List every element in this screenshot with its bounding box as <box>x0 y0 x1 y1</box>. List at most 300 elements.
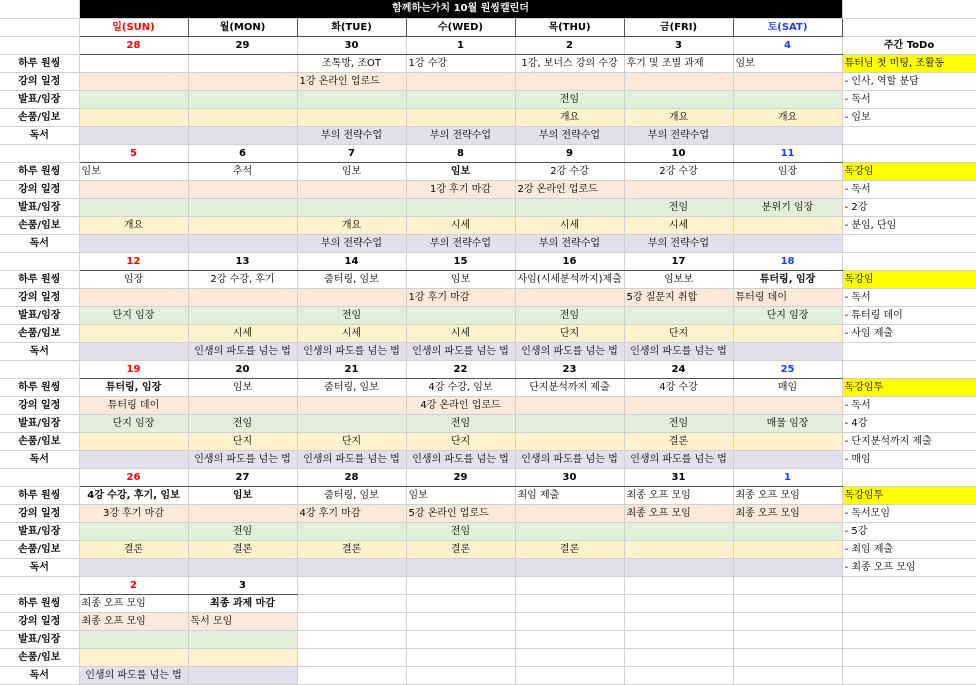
empty-cell <box>515 612 624 630</box>
date-cell: 16 <box>515 252 624 270</box>
weekly-todo-title[interactable]: 독강임투 <box>842 486 976 504</box>
schedule-cell[interactable] <box>188 630 297 648</box>
schedule-cell[interactable] <box>515 72 624 90</box>
schedule-cell[interactable]: 임보 <box>297 162 406 180</box>
weekly-todo-item[interactable]: - 최종 오프 모임 <box>842 558 976 576</box>
schedule-cell[interactable] <box>515 288 624 306</box>
schedule-cell[interactable]: 1강 후기 마감 <box>406 288 515 306</box>
schedule-cell[interactable] <box>515 414 624 432</box>
weekly-todo-header: 주간 ToDo <box>842 36 976 54</box>
weekly-todo-item[interactable]: - 분임, 단임 <box>842 216 976 234</box>
schedule-cell[interactable]: 최종 오프 모임 <box>624 504 733 522</box>
schedule-cell[interactable] <box>733 558 842 576</box>
schedule-cell[interactable] <box>297 180 406 198</box>
schedule-cell[interactable]: 단지 <box>406 432 515 450</box>
schedule-cell[interactable]: 2강 수강 <box>624 162 733 180</box>
schedule-cell[interactable]: 단지 임장 <box>733 306 842 324</box>
schedule-cell[interactable]: 2강 수강, 후기 <box>188 270 297 288</box>
empty-cell <box>406 594 515 612</box>
date-cell: 31 <box>624 468 733 486</box>
lecture-schedule-row <box>0 612 976 630</box>
schedule-cell[interactable]: 인생의 파도를 넘는 법 <box>624 450 733 468</box>
date-cell: 30 <box>297 36 406 54</box>
schedule-cell[interactable] <box>297 522 406 540</box>
schedule-cell[interactable]: 개요 <box>79 216 188 234</box>
research-report-row <box>0 432 976 450</box>
schedule-cell[interactable]: 시세 <box>515 216 624 234</box>
schedule-cell[interactable]: 줌터링, 임보 <box>297 486 406 504</box>
schedule-cell[interactable] <box>733 126 842 144</box>
todo-spacer <box>842 252 976 270</box>
schedule-cell[interactable] <box>733 324 842 342</box>
schedule-cell[interactable] <box>79 54 188 72</box>
schedule-cell[interactable]: 전임 <box>406 414 515 432</box>
schedule-cell[interactable] <box>188 396 297 414</box>
date-cell: 7 <box>297 144 406 162</box>
schedule-cell[interactable] <box>297 108 406 126</box>
corner-cell <box>842 18 976 36</box>
row-label: 손품/임보 <box>0 216 79 234</box>
corner-cell <box>842 0 976 18</box>
schedule-cell[interactable]: 4강 수강, 임보 <box>406 378 515 396</box>
schedule-cell[interactable] <box>79 324 188 342</box>
date-cell: 1 <box>733 468 842 486</box>
schedule-cell[interactable] <box>297 288 406 306</box>
schedule-cell[interactable] <box>515 504 624 522</box>
schedule-cell[interactable]: 시세 <box>188 324 297 342</box>
schedule-cell[interactable] <box>624 396 733 414</box>
schedule-cell[interactable]: 최종 오프 모임 <box>733 486 842 504</box>
schedule-cell[interactable]: 조톡방, 조OT <box>297 54 406 72</box>
schedule-cell[interactable]: 인생의 파도를 넘는 법 <box>406 450 515 468</box>
weekly-todo-item[interactable]: - 2강 <box>842 198 976 216</box>
schedule-cell[interactable] <box>733 342 842 360</box>
row-label: 하루 원씽 <box>0 270 79 288</box>
weekly-todo-title[interactable]: 튜터님 첫 미팅, 조활동 <box>842 54 976 72</box>
schedule-cell[interactable] <box>79 558 188 576</box>
schedule-cell[interactable] <box>624 180 733 198</box>
schedule-cell[interactable]: 인생의 파도를 넘는 법 <box>79 666 188 684</box>
schedule-cell[interactable] <box>624 522 733 540</box>
schedule-cell[interactable] <box>79 90 188 108</box>
schedule-cell[interactable]: 1강, 보너스 강의 수강 <box>515 54 624 72</box>
day-header-thu: 목(THU) <box>515 18 624 36</box>
schedule-cell[interactable] <box>624 540 733 558</box>
day-header-tue: 화(TUE) <box>297 18 406 36</box>
schedule-cell[interactable]: 전임 <box>624 198 733 216</box>
row-label: 강의 일정 <box>0 396 79 414</box>
week-date-row <box>0 360 976 378</box>
schedule-cell[interactable]: 전임 <box>188 522 297 540</box>
weekly-todo-item[interactable] <box>842 126 976 144</box>
schedule-cell[interactable]: 임보 <box>79 162 188 180</box>
schedule-cell[interactable]: 개요 <box>297 216 406 234</box>
date-cell: 1 <box>406 36 515 54</box>
row-label: 강의 일정 <box>0 504 79 522</box>
weekly-todo-item[interactable]: - 최임 제출 <box>842 540 976 558</box>
schedule-cell[interactable]: 분위기 임장 <box>733 198 842 216</box>
schedule-cell[interactable]: 인생의 파도를 넘는 법 <box>188 342 297 360</box>
schedule-cell[interactable]: 결론 <box>624 432 733 450</box>
schedule-cell[interactable] <box>79 234 188 252</box>
schedule-cell[interactable] <box>188 504 297 522</box>
schedule-cell[interactable] <box>515 522 624 540</box>
schedule-cell[interactable]: 개요 <box>733 108 842 126</box>
week-date-row <box>0 468 976 486</box>
day-header-row <box>0 18 976 36</box>
empty-cell <box>733 594 842 612</box>
empty-cell <box>624 666 733 684</box>
schedule-cell[interactable]: 매물 임장 <box>733 414 842 432</box>
schedule-cell[interactable] <box>515 432 624 450</box>
schedule-cell[interactable] <box>624 90 733 108</box>
weekly-todo-item[interactable]: - 튜터링 데이 <box>842 306 976 324</box>
schedule-cell[interactable]: 시세 <box>624 216 733 234</box>
schedule-cell[interactable] <box>79 450 188 468</box>
empty-cell <box>733 648 842 666</box>
empty-cell <box>842 666 976 684</box>
schedule-cell[interactable] <box>406 90 515 108</box>
schedule-cell[interactable] <box>188 108 297 126</box>
empty-cell <box>515 666 624 684</box>
date-cell: 19 <box>79 360 188 378</box>
schedule-cell[interactable] <box>624 306 733 324</box>
schedule-cell[interactable]: 인생의 파도를 넘는 법 <box>515 450 624 468</box>
schedule-cell[interactable] <box>515 198 624 216</box>
schedule-cell[interactable] <box>733 90 842 108</box>
weekly-todo-item[interactable]: - 독서 <box>842 396 976 414</box>
schedule-cell[interactable] <box>406 108 515 126</box>
schedule-cell[interactable]: 개요 <box>515 108 624 126</box>
schedule-cell[interactable]: 부의 전략수업 <box>406 126 515 144</box>
schedule-cell[interactable]: 단지 임장 <box>79 306 188 324</box>
empty-cell <box>842 648 976 666</box>
schedule-cell[interactable]: 전임 <box>624 414 733 432</box>
schedule-cell[interactable] <box>297 414 406 432</box>
schedule-cell[interactable] <box>188 126 297 144</box>
schedule-cell[interactable]: 5강 온라인 업로드 <box>406 504 515 522</box>
schedule-cell[interactable]: 인생의 파도를 넘는 법 <box>188 450 297 468</box>
schedule-cell[interactable]: 3강 후기 마감 <box>79 504 188 522</box>
schedule-cell[interactable]: 단지 <box>297 432 406 450</box>
date-cell: 22 <box>406 360 515 378</box>
empty-cell <box>297 576 406 594</box>
schedule-cell[interactable]: 결론 <box>188 540 297 558</box>
row-label: 독서 <box>0 558 79 576</box>
corner-cell <box>0 0 79 18</box>
schedule-cell[interactable] <box>79 288 188 306</box>
empty-cell <box>515 594 624 612</box>
schedule-cell[interactable]: 최종 오프 모임 <box>79 594 188 612</box>
row-label: 하루 원씽 <box>0 378 79 396</box>
schedule-cell[interactable]: 임보 <box>406 486 515 504</box>
calendar-title: 함께하는가치 10월 원씽캘린더 <box>79 0 842 18</box>
schedule-cell[interactable] <box>188 180 297 198</box>
schedule-cell[interactable]: 시세 <box>406 216 515 234</box>
schedule-cell[interactable] <box>188 90 297 108</box>
schedule-cell[interactable] <box>733 180 842 198</box>
presentation-fieldtrip-row <box>0 414 976 432</box>
schedule-cell[interactable]: 부의 전략수업 <box>297 234 406 252</box>
schedule-cell[interactable]: 부의 전략수업 <box>624 234 733 252</box>
schedule-cell[interactable] <box>733 216 842 234</box>
schedule-cell[interactable]: 단지분석까지 제출 <box>515 378 624 396</box>
schedule-cell[interactable]: 임보보 <box>624 270 733 288</box>
schedule-cell[interactable] <box>297 90 406 108</box>
weekly-todo-item[interactable]: - 단지분석까지 제출 <box>842 432 976 450</box>
schedule-cell[interactable]: 단지 <box>188 432 297 450</box>
schedule-cell[interactable]: 임장 <box>79 270 188 288</box>
corner-cell <box>0 36 79 54</box>
schedule-cell[interactable]: 부의 전략수업 <box>624 126 733 144</box>
weekly-todo-title[interactable]: 독강임투 <box>842 378 976 396</box>
lecture-schedule-row <box>0 288 976 306</box>
schedule-cell[interactable]: 2강 온라인 업로드 <box>515 180 624 198</box>
row-label: 독서 <box>0 234 79 252</box>
presentation-fieldtrip-row <box>0 630 976 648</box>
schedule-cell[interactable]: 매임 <box>733 378 842 396</box>
schedule-cell[interactable] <box>624 72 733 90</box>
schedule-cell[interactable]: 단지 임장 <box>79 414 188 432</box>
schedule-cell[interactable] <box>406 306 515 324</box>
date-cell: 8 <box>406 144 515 162</box>
schedule-cell[interactable] <box>79 342 188 360</box>
schedule-cell[interactable]: 1강 온라인 업로드 <box>297 72 406 90</box>
schedule-cell[interactable] <box>188 54 297 72</box>
weekly-todo-item[interactable]: - 임보 <box>842 108 976 126</box>
date-cell: 28 <box>297 468 406 486</box>
empty-cell <box>842 594 976 612</box>
schedule-cell[interactable] <box>188 72 297 90</box>
schedule-cell[interactable]: 2강 수강 <box>515 162 624 180</box>
empty-cell <box>515 648 624 666</box>
schedule-cell[interactable] <box>515 558 624 576</box>
schedule-cell[interactable] <box>79 630 188 648</box>
schedule-cell[interactable]: 줌터링, 임보 <box>297 378 406 396</box>
schedule-cell[interactable] <box>297 396 406 414</box>
schedule-cell[interactable] <box>733 522 842 540</box>
research-report-row <box>0 540 976 558</box>
schedule-cell[interactable]: 튜터링 데이 <box>733 288 842 306</box>
schedule-cell[interactable]: 4강 온라인 업로드 <box>406 396 515 414</box>
schedule-cell[interactable]: 개요 <box>624 108 733 126</box>
schedule-cell[interactable]: 부의 전략수업 <box>406 234 515 252</box>
schedule-cell[interactable]: 전임 <box>297 306 406 324</box>
schedule-cell[interactable] <box>733 540 842 558</box>
corner-cell <box>0 576 79 594</box>
schedule-cell[interactable]: 전임 <box>406 522 515 540</box>
schedule-cell[interactable] <box>79 522 188 540</box>
date-cell: 27 <box>188 468 297 486</box>
research-report-row <box>0 108 976 126</box>
todo-spacer <box>842 144 976 162</box>
row-label: 손품/임보 <box>0 648 79 666</box>
daily-onething-row <box>0 270 976 288</box>
schedule-cell[interactable] <box>406 558 515 576</box>
schedule-cell[interactable] <box>188 234 297 252</box>
schedule-cell[interactable]: 튜터링, 임장 <box>79 378 188 396</box>
row-label: 강의 일정 <box>0 72 79 90</box>
schedule-cell[interactable]: 전임 <box>188 414 297 432</box>
schedule-cell[interactable] <box>188 306 297 324</box>
research-report-row <box>0 324 976 342</box>
schedule-cell[interactable]: 결론 <box>79 540 188 558</box>
schedule-cell[interactable]: 부의 전략수업 <box>515 234 624 252</box>
daily-onething-row <box>0 162 976 180</box>
weekly-todo-item[interactable]: - 4강 <box>842 414 976 432</box>
schedule-cell[interactable]: 줌터링, 임보 <box>297 270 406 288</box>
schedule-cell[interactable]: 인생의 파도를 넘는 법 <box>297 342 406 360</box>
schedule-cell[interactable]: 튜터링, 임장 <box>733 270 842 288</box>
schedule-cell[interactable]: 임장 <box>733 162 842 180</box>
weekly-todo-item[interactable]: - 매임 <box>842 450 976 468</box>
day-header-wed: 수(WED) <box>406 18 515 36</box>
empty-cell <box>842 612 976 630</box>
weekly-todo-title[interactable]: 독강임 <box>842 162 976 180</box>
schedule-cell[interactable] <box>188 288 297 306</box>
schedule-cell[interactable]: 추석 <box>188 162 297 180</box>
schedule-cell[interactable]: 4강 수강 <box>624 378 733 396</box>
schedule-cell[interactable] <box>79 198 188 216</box>
schedule-cell[interactable]: 4강 후기 마감 <box>297 504 406 522</box>
schedule-cell[interactable]: 인생의 파도를 넘는 법 <box>297 450 406 468</box>
schedule-cell[interactable] <box>79 432 188 450</box>
research-report-row <box>0 216 976 234</box>
schedule-cell[interactable]: 부의 전략수업 <box>515 126 624 144</box>
date-cell: 25 <box>733 360 842 378</box>
weekly-todo-item[interactable]: - 독서 <box>842 180 976 198</box>
schedule-cell[interactable] <box>406 198 515 216</box>
weekly-todo-title[interactable]: 독강임 <box>842 270 976 288</box>
row-label: 독서 <box>0 126 79 144</box>
schedule-cell[interactable]: 인생의 파도를 넘는 법 <box>515 342 624 360</box>
schedule-cell[interactable] <box>188 558 297 576</box>
schedule-cell[interactable]: 단지 <box>515 324 624 342</box>
empty-cell <box>406 630 515 648</box>
schedule-cell[interactable] <box>733 450 842 468</box>
schedule-cell[interactable]: 인생의 파도를 넘는 법 <box>406 342 515 360</box>
schedule-cell[interactable]: 전임 <box>515 90 624 108</box>
weekly-todo-item[interactable]: - 5강 <box>842 522 976 540</box>
weekly-todo-item[interactable] <box>842 234 976 252</box>
schedule-cell[interactable]: 최종 오프 모임 <box>733 504 842 522</box>
date-cell: 15 <box>406 252 515 270</box>
schedule-cell[interactable] <box>79 72 188 90</box>
schedule-cell[interactable] <box>79 126 188 144</box>
row-label: 발표/임장 <box>0 90 79 108</box>
empty-cell <box>733 612 842 630</box>
row-label: 강의 일정 <box>0 180 79 198</box>
schedule-cell[interactable]: 임보 <box>733 54 842 72</box>
presentation-fieldtrip-row <box>0 306 976 324</box>
schedule-cell[interactable] <box>297 558 406 576</box>
schedule-cell[interactable]: 임보 <box>406 270 515 288</box>
title-row <box>0 0 976 18</box>
schedule-cell[interactable] <box>733 396 842 414</box>
empty-cell <box>297 630 406 648</box>
schedule-cell[interactable]: 단지 <box>624 324 733 342</box>
lecture-schedule-row <box>0 180 976 198</box>
schedule-cell[interactable]: 최임 제출 <box>515 486 624 504</box>
schedule-cell[interactable]: 사임(시세분석까지)제출 <box>515 270 624 288</box>
daily-onething-row <box>0 378 976 396</box>
empty-cell <box>733 576 842 594</box>
schedule-cell[interactable]: 결론 <box>406 540 515 558</box>
schedule-cell[interactable]: 임보 <box>188 378 297 396</box>
schedule-cell[interactable]: 인생의 파도를 넘는 법 <box>624 342 733 360</box>
schedule-cell[interactable]: 튜터링 데이 <box>79 396 188 414</box>
weekly-todo-item[interactable]: - 독서 <box>842 90 976 108</box>
schedule-cell[interactable]: 전임 <box>515 306 624 324</box>
schedule-cell[interactable] <box>79 648 188 666</box>
reading-row <box>0 450 976 468</box>
schedule-cell[interactable]: 최종 오프 모임 <box>79 612 188 630</box>
row-label: 독서 <box>0 342 79 360</box>
schedule-cell[interactable]: 부의 전략수업 <box>297 126 406 144</box>
schedule-cell[interactable] <box>188 216 297 234</box>
schedule-cell[interactable] <box>733 234 842 252</box>
schedule-cell[interactable]: 1강 수강 <box>406 54 515 72</box>
schedule-cell[interactable]: 임보 <box>406 162 515 180</box>
schedule-cell[interactable] <box>188 648 297 666</box>
schedule-cell[interactable]: 1강 후기 마감 <box>406 180 515 198</box>
schedule-cell[interactable]: 5강 질문지 취합 <box>624 288 733 306</box>
empty-cell <box>842 576 976 594</box>
weekly-todo-item[interactable]: - 독서 <box>842 288 976 306</box>
weekly-todo-item[interactable] <box>842 342 976 360</box>
week-date-row <box>0 36 976 54</box>
schedule-cell[interactable]: 결론 <box>297 540 406 558</box>
row-label: 강의 일정 <box>0 612 79 630</box>
row-label: 하루 원씽 <box>0 486 79 504</box>
date-cell: 13 <box>188 252 297 270</box>
schedule-cell[interactable]: 시세 <box>406 324 515 342</box>
schedule-cell[interactable] <box>406 72 515 90</box>
row-label: 하루 원씽 <box>0 594 79 612</box>
empty-cell <box>624 630 733 648</box>
corner-cell <box>0 18 79 36</box>
schedule-cell[interactable]: 최종 오프 모임 <box>624 486 733 504</box>
schedule-cell[interactable] <box>79 108 188 126</box>
schedule-cell[interactable]: 시세 <box>297 324 406 342</box>
schedule-cell[interactable]: 후기 및 조별 과제 <box>624 54 733 72</box>
schedule-cell[interactable] <box>79 180 188 198</box>
schedule-cell[interactable] <box>733 72 842 90</box>
weekly-todo-item[interactable]: - 독서모임 <box>842 504 976 522</box>
schedule-cell[interactable] <box>297 198 406 216</box>
schedule-cell[interactable] <box>733 432 842 450</box>
day-header-fri: 금(FRI) <box>624 18 733 36</box>
weekly-todo-item[interactable]: - 인사, 역할 분담 <box>842 72 976 90</box>
schedule-cell[interactable]: 4강 수강, 후기, 임보 <box>79 486 188 504</box>
date-cell: 30 <box>515 468 624 486</box>
schedule-cell[interactable] <box>515 396 624 414</box>
date-cell: 26 <box>79 468 188 486</box>
row-label: 발표/임장 <box>0 522 79 540</box>
schedule-cell[interactable]: 결론 <box>515 540 624 558</box>
schedule-cell[interactable]: 임보 <box>188 486 297 504</box>
corner-cell <box>0 360 79 378</box>
schedule-cell[interactable] <box>624 558 733 576</box>
weekly-todo-item[interactable]: - 사임 제출 <box>842 324 976 342</box>
row-label: 손품/임보 <box>0 108 79 126</box>
schedule-cell[interactable] <box>188 666 297 684</box>
row-label: 손품/임보 <box>0 540 79 558</box>
schedule-cell[interactable] <box>188 198 297 216</box>
schedule-cell[interactable]: 최종 과제 마감 <box>188 594 297 612</box>
date-cell: 3 <box>188 576 297 594</box>
schedule-cell[interactable]: 독서 모임 <box>188 612 297 630</box>
